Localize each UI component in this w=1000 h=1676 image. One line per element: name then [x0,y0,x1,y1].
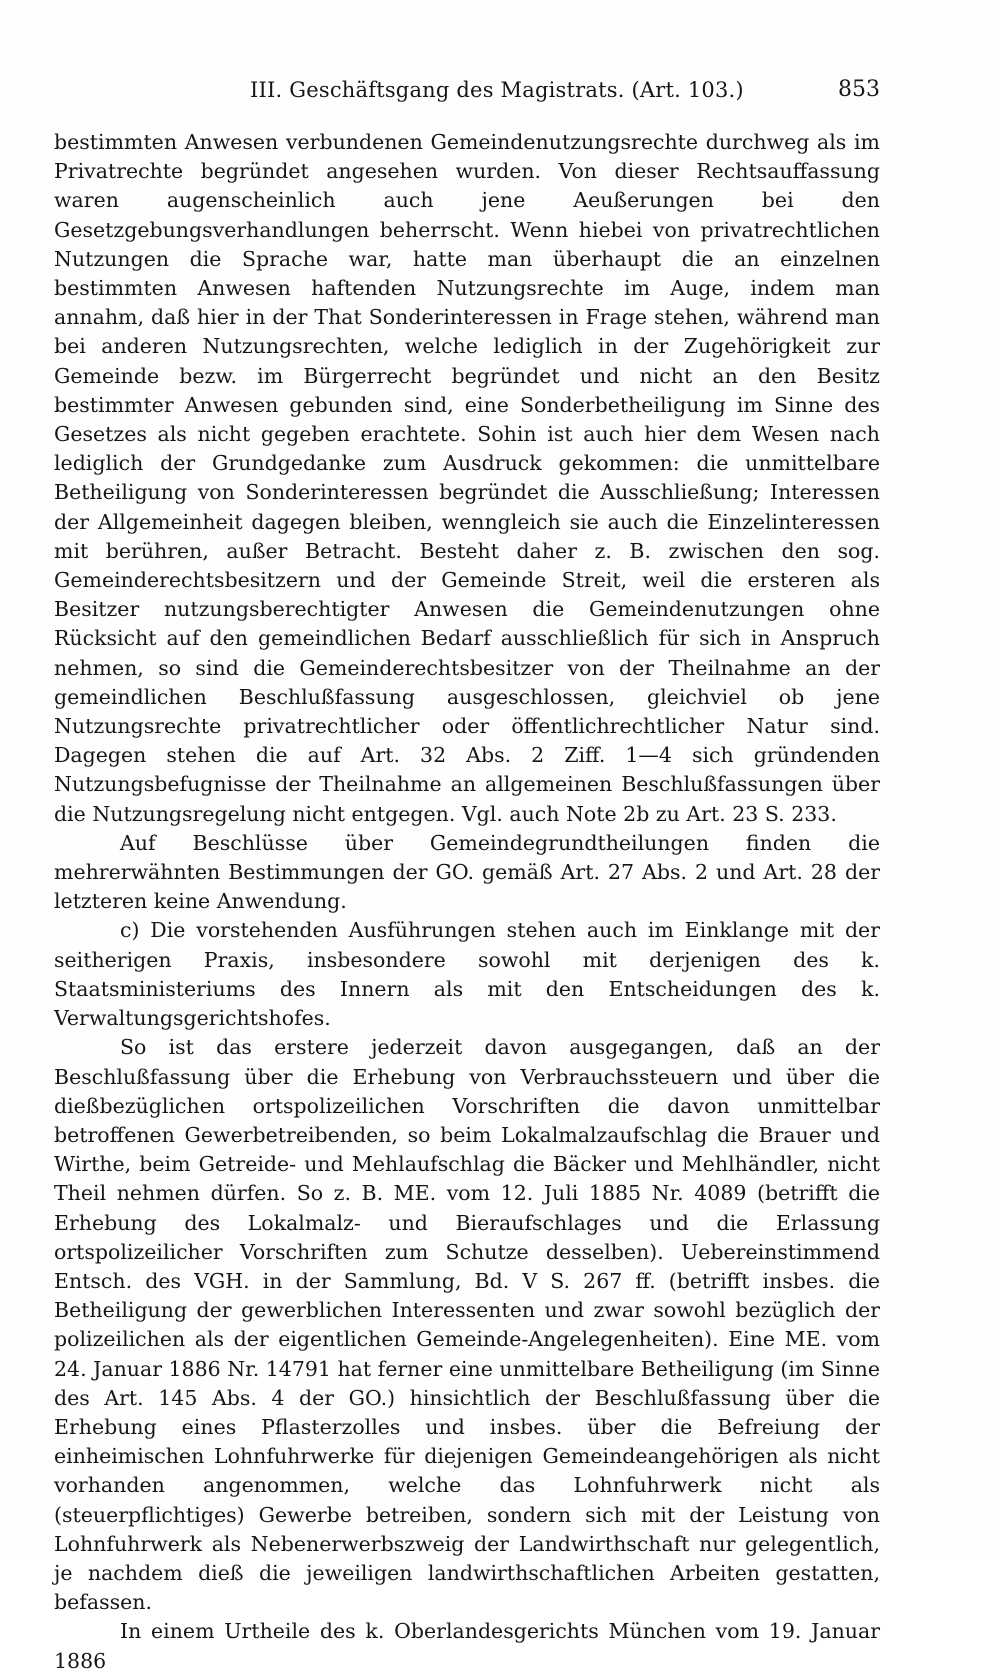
paragraph-continued: bestimmten Anwesen verbundenen Gemeindenutzungsrechte durchweg als im Privatrechte begründet angesehen wurden. Von dieser Rechtsauffassung waren augenscheinlich auch jene Aeußerungen bei den Gesetzgebungsverhandlungen beherrscht. Wenn hiebei von privatrechtlichen Nutzungen die Sprache war, hatte man überhaupt die an einzelnen bestimmten Anwesen haftenden Nutzungsrechte im Auge, indem man annahm, daß hier in der That Sonderinteressen in Frage stehen, während man bei anderen Nutzungsrechten, welche lediglich in der Zugehörigkeit zur Gemeinde bezw. im Bürgerrecht begründet und nicht an den Besitz bestimmter Anwesen gebunden sind, eine Sonderbetheiligung im Sinne des Gesetzes als nicht gegeben erachtete. Sohin ist auch hier dem Wesen nach lediglich der Grundgedanke zum Ausdruck gekommen: die unmittelbare Betheiligung von Sonderinteressen begründet die Ausschließung; Interessen der Allgemeinheit dagegen bleiben, wenngleich sie auch die Einzelinteressen mit berühren, außer Betracht. Besteht daher z. B. zwischen den sog. Gemeinderechtsbesitzern und der Gemeinde Streit, weil die ersteren als Besitzer nutzungsberechtigter Anwesen die Gemeindenutzungen ohne Rücksicht auf den gemeindlichen Bedarf ausschließlich für sich in Anspruch nehmen, so sind die Gemeinderechtsbesitzer von der Theilnahme an der gemeindlichen Beschlußfassung ausgeschlossen, gleichviel ob jene Nutzungsrechte privatrechtlicher oder öffentlichrechtlicher Natur sind. Dagegen stehen die auf Art. 32 Abs. 2 Ziff. 1—4 sich gründenden Nutzungsbefugnisse der Theilnahme an allgemeinen Beschlußfassungen über die Nutzungsregelung nicht entgegen. Vgl. auch Note 2b zu Art. 23 S. 233. [54,130,880,826]
paragraph-oberlandesgericht: In einem Urtheile des k. Oberlandesgerichts München vom 19. Januar 1886 [54,1619,880,1673]
paragraph-ministerial-practice: So ist das erstere jederzeit davon ausgegangen, daß an der Beschlußfassung über die Erhebung von Verbrauchssteuern und über die dießbezüglichen ortspolizeilichen Vorschriften die davon unmittelbar betroffenen Gewerbetreibenden, so beim Lokalmalzaufschlag die Brauer und Wirthe, beim Getreide- und Mehlaufschlag die Bäcker und Mehlhändler, nicht Theil nehmen dürfen. So z. B. ME. vom 12. Juli 1885 Nr. 4089 (betrifft die Erhebung des Lokalmalz- und Bieraufschlages und die Erlassung ortspolizeilicher Vorschriften zum Schutze desselben). Uebereinstimmend Entsch. des VGH. in der Sammlung, Bd. V S. 267 ff. (betrifft insbes. die Betheiligung der gewerblichen Interessenten und zwar sowohl bezüglich der polizeilichen als der eigentlichen Gemeinde-Angelegenheiten). Eine ME. vom 24. Januar 1886 Nr. 14791 hat ferner eine unmittelbare Betheiligung (im Sinne des Art. 145 Abs. 4 der GO.) hinsichtlich der Beschlußfassung über die Erhebung eines Pflasterzolles und insbes. über die Befreiung der einheimischen Lohnfuhrwerke für diejenigen Gemeindeangehörigen als nicht vorhanden angenommen, welche das Lohnfuhrwerk nicht als (steuerpflichtiges) Gewerbe betreiben, sondern sich mit der Leistung von Lohnfuhrwerk als Nebenerwerbszweig der Landwirthschaft nur gelegentlich, je nachdem dieß die jeweiligen landwirthschaftlichen Arbeiten gestatten, befassen. [54,1035,880,1615]
page-number: 853 [838,77,880,102]
body-text [54,128,880,1676]
running-head [54,72,880,108]
running-head-title: III. Geschäftsgang des Magistrats. (Art. 103.) [250,78,744,102]
paragraph-section-c: c) Die vorstehenden Ausführungen stehen auch im Einklange mit der seitherigen Praxis, insbesondere sowohl mit derjenigen des k. Staatsministeriums des Innern als mit den Entscheidungen des k. Verwaltungsgerichtshofes. [54,918,880,1031]
paragraph-gemeindegrundtheilungen: Auf Beschlüsse über Gemeindegrundtheilungen finden die mehrerwähnten Bestimmungen der GO. gemäß Art. 27 Abs. 2 und Art. 28 der letzteren keine Anwendung. [54,830,880,914]
